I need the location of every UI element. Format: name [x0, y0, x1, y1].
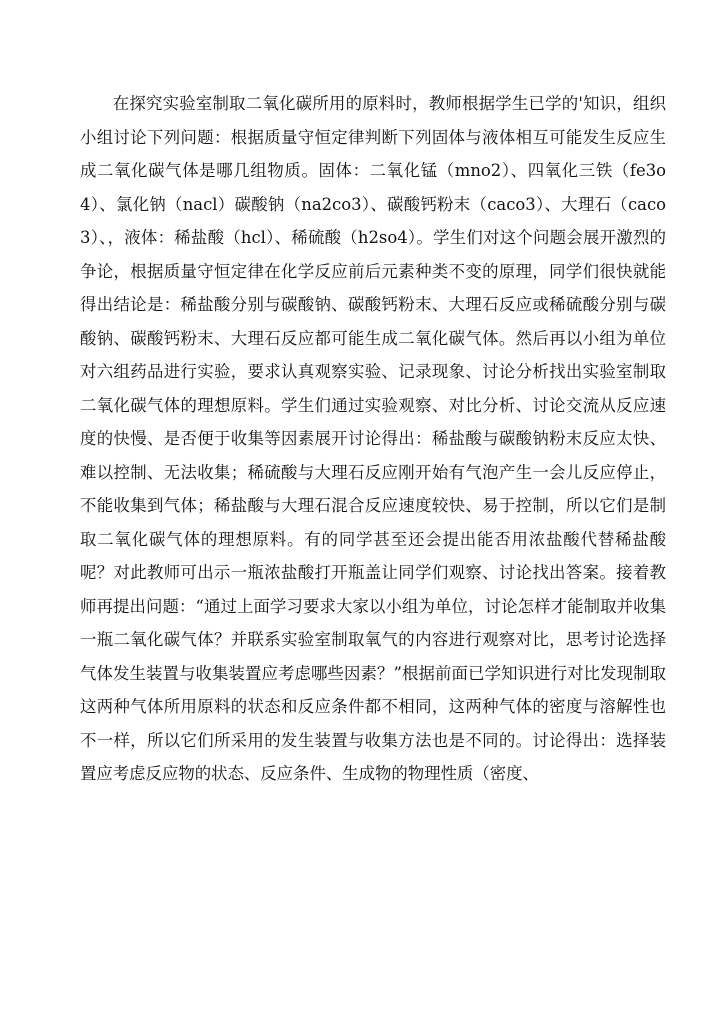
body-paragraph: 在探究实验室制取二氧化碳所用的原料时，教师根据学生已学的'知识，组织小组讨论下列问题：根据质量守恒定律判断下列固体与液体相互可能发生反应生成二氧化碳气体是哪几组物质。固体：二氧化锰（mno2）、四氧化三铁（fe3o4）、氯化钠（nacl）碳酸钠（na2co3）、碳酸钙粉末（caco3）、大理石（caco3）、，液体：稀盐酸（hcl）、稀硫酸（h2so4）。学生们对这个问题会展开激烈的争论，根据质量守恒定律在化学反应前后元素种类不变的原理，同学们很快就能得出结论是：稀盐酸分别与碳酸钠、碳酸钙粉末、大理石反应或稀硫酸分别与碳酸钠、碳酸钙粉末、大理石反应都可能生成二氧化碳气体。然后再以小组为单位对六组药品进行实验，要求认真观察实验、记录现象、讨论分析找出实验室制取二氧化碳气体的理想原料。学生们通过实验观察、对比分析、讨论交流从反应速度的快慢、是否便于收集等因素展开讨论得出：稀盐酸与碳酸钠粉末反应太快、难以控制、无法收集；稀硫酸与大理石反应刚开始有气泡产生一会儿反应停止，不能收集到气体；稀盐酸与大理石混合反应速度较快、易于控制，所以它们是制取二氧化碳气体的理想原料。有的同学甚至还会提出能否用浓盐酸代替稀盐酸呢？对此教师可出示一瓶浓盐酸打开瓶盖让同学们观察、讨论找出答案。接着教师再提出问题：“通过上面学习要求大家以小组为单位，讨论怎样才能制取并收集一瓶二氧化碳气体？并联系实验室制取氧气的内容进行观察对比，思考讨论选择气体发生装置与收集装置应考虑哪些因素？”根据前面已学知识进行对比发现制取这两种气体所用原料的状态和反应条件都不相同，这两种气体的密度与溶解性也不一样，所以它们所采用的发生装置与收集方法也是不同的。讨论得出：选择装置应考虑反应物的状态、反应条件、生成物的物理性质（密度、 [80, 94, 666, 783]
